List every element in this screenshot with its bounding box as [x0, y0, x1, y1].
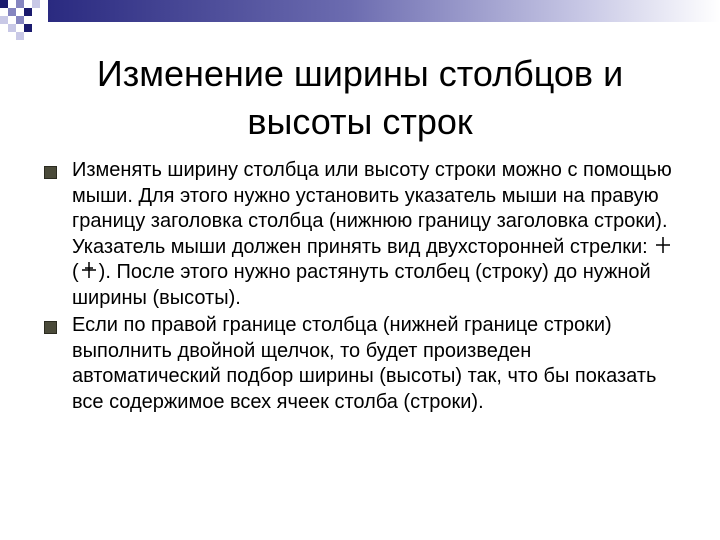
bullet-text: Если по правой границе столбца (нижней границе строки) выполнить двойной щелчок, то будет произведен автоматический подбор ширины (высоты) так, что бы показать все содержимое всех ячеек столба (строки).: [72, 314, 657, 413]
checker-square: [0, 16, 8, 24]
checker-square: [32, 0, 40, 8]
checker-square: [16, 16, 24, 24]
slide-title: Изменение ширины столбцов и высоты строк: [96, 53, 624, 142]
bullet-list: [44, 158, 684, 417]
square-bullet-icon: [44, 166, 57, 179]
square-bullet-icon: [44, 321, 57, 334]
list-item: [44, 313, 684, 415]
row-resize-cursor-icon: [79, 260, 99, 280]
bullet-text-after: ). После этого нужно растянуть столбец (строку) до нужной ширины (высоты).: [72, 261, 651, 309]
checker-square: [24, 24, 32, 32]
checker-square: [16, 0, 24, 8]
checker-square: [16, 32, 24, 40]
bullet-text-before: Изменять ширину столбца или высоту строки можно с помощью мыши. Для этого нужно установить указатель мыши на правую границу заголовка столбца (нижнюю границу заголовка строки). Указатель мыши должен принять вид двухсторонней стрелки:: [72, 159, 672, 258]
checker-square: [24, 8, 32, 16]
checker-square: [0, 0, 8, 8]
checker-square: [8, 8, 16, 16]
column-resize-cursor-icon: [653, 235, 673, 255]
gradient-band: [48, 0, 720, 22]
paren-open: (: [72, 261, 79, 283]
checker-square: [8, 24, 16, 32]
list-item: [44, 158, 684, 311]
